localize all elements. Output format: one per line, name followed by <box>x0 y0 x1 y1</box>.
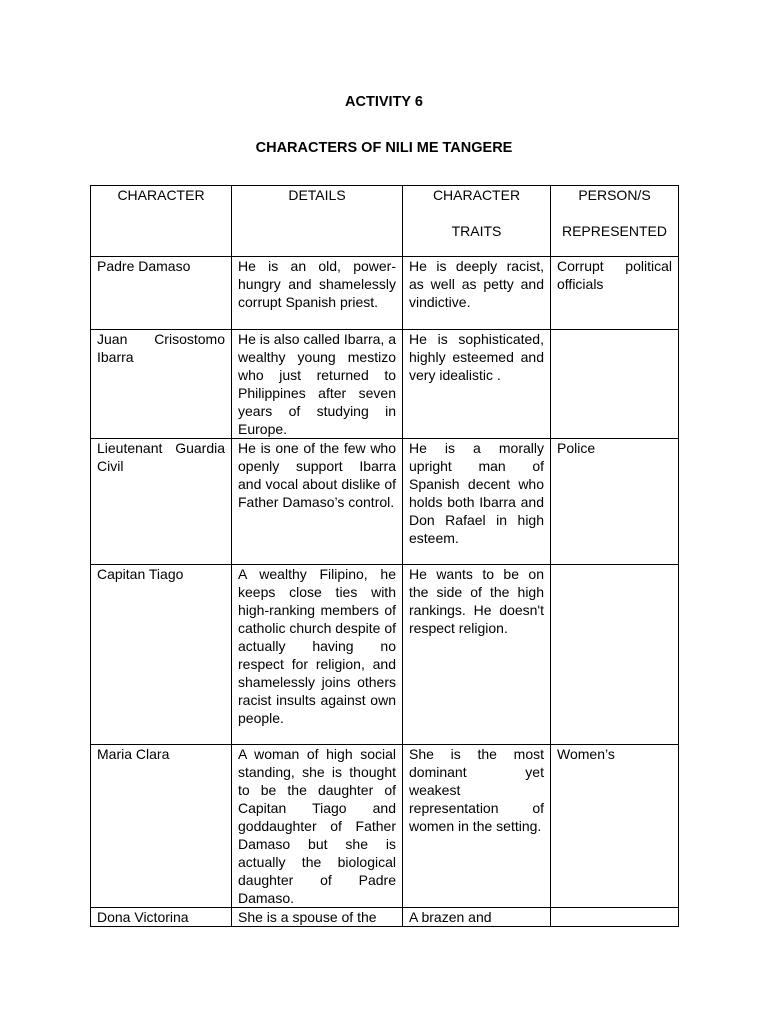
cell-character: Padre Damaso <box>91 257 232 330</box>
table-row <box>91 745 679 908</box>
document-title: CHARACTERS OF NILI ME TANGERE <box>255 140 513 156</box>
header-persons-represented <box>551 186 679 257</box>
header-traits-line1: CHARACTER <box>432 187 521 203</box>
table-row <box>91 565 679 745</box>
header-character-traits <box>403 186 551 257</box>
cell-traits: A brazen and <box>403 908 551 927</box>
cell-details: He is one of the few who openly support Ibarra and vocal about dislike of Father Damaso’s control. <box>232 439 403 565</box>
cell-traits: He is deeply racist, as well as petty and vindictive. <box>403 257 551 330</box>
cell-represented <box>551 330 679 439</box>
header-character <box>91 186 232 257</box>
cell-details: He is an old, power-hungry and shamelessly corrupt Spanish priest. <box>232 257 403 330</box>
cell-character: Lieutenant Guardia Civil <box>91 439 232 565</box>
cell-character: Dona Victorina <box>91 908 232 927</box>
cell-represented: Women’s <box>551 745 679 908</box>
cell-traits: He wants to be on the side of the high rankings. He doesn't respect religion. <box>403 565 551 745</box>
cell-character: Capitan Tiago <box>91 565 232 745</box>
table-header-row <box>91 186 679 257</box>
header-details <box>232 186 403 257</box>
header-details-label: DETAILS <box>288 187 346 203</box>
cell-traits: He is a morally upright man of Spanish decent who holds both Ibarra and Don Rafael in high esteem. <box>403 439 551 565</box>
cell-character: Juan Crisostomo Ibarra <box>91 330 232 439</box>
cell-details: A woman of high social standing, she is thought to be the daughter of Capitan Tiago and goddaughter of Father Damaso but she is actually the biological daughter of Padre Damaso. <box>232 745 403 908</box>
cell-details: A wealthy Filipino, he keeps close ties with high-ranking members of catholic church despite of actually having no respect for religion, and shamelessly joins others racist insults against own people. <box>232 565 403 745</box>
header-represented-line1: PERSON/S <box>578 187 651 203</box>
table-row <box>91 439 679 565</box>
cell-details: She is a spouse of the <box>232 908 403 927</box>
cell-traits: He is sophisticated, highly esteemed and very idealistic . <box>403 330 551 439</box>
header-represented-line2: REPRESENTED <box>561 223 668 239</box>
cell-character: Maria Clara <box>91 745 232 908</box>
header-character-label: CHARACTER <box>117 187 205 203</box>
activity-title: ACTIVITY 6 <box>345 94 423 110</box>
cell-represented: Police <box>551 439 679 565</box>
table-row <box>91 257 679 330</box>
cell-traits: She is the most dominant yet weakest representation of women in the setting. <box>403 745 551 908</box>
characters-table <box>90 185 679 927</box>
cell-represented <box>551 908 679 927</box>
table-row <box>91 330 679 439</box>
table-row <box>91 908 679 927</box>
cell-details: He is also called Ibarra, a wealthy young mestizo who just returned to Philippines after seven years of studying in Europe. <box>232 330 403 439</box>
cell-represented: Corrupt political officials <box>551 257 679 330</box>
header-traits-line2: TRAITS <box>451 223 502 239</box>
cell-represented <box>551 565 679 745</box>
